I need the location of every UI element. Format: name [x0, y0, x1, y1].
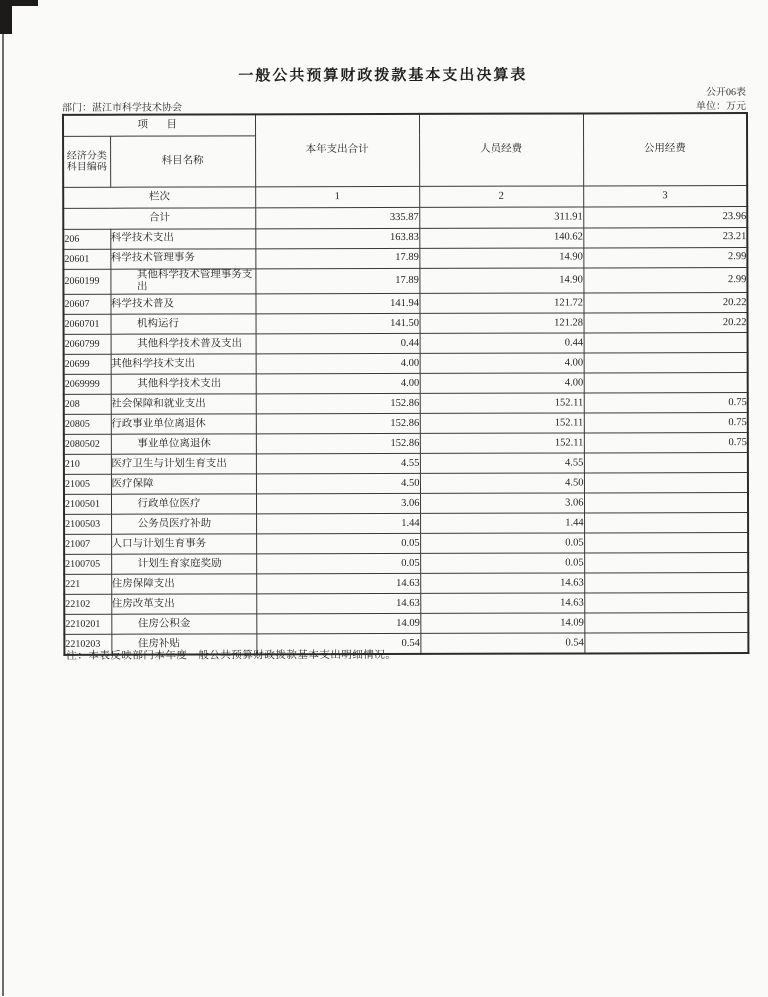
- amount-personnel-cell: 14.90: [419, 268, 583, 294]
- table-row: [64, 353, 748, 375]
- total-row-label: 合计: [63, 208, 255, 230]
- department-label: 部门：湛江市科学技术协会: [61, 102, 182, 114]
- table-row: [64, 573, 748, 595]
- amount-personnel-cell: 121.28: [420, 313, 584, 333]
- amount-public-cell: 0.75: [584, 433, 748, 453]
- amount-public-cell: 20.22: [583, 293, 747, 313]
- name-cell: 其他科学技术支出: [111, 354, 256, 374]
- amount-public-cell: [584, 533, 748, 553]
- code-cell: 2100705: [64, 554, 111, 574]
- amount-personnel-cell: 0.05: [420, 553, 584, 573]
- column-index-row: [63, 186, 747, 209]
- code-cell: 208: [64, 394, 111, 414]
- name-cell: 机构运行: [111, 314, 256, 334]
- table-body: [63, 228, 748, 655]
- name-cell: 事业单位离退休: [111, 434, 256, 454]
- table-row: [64, 373, 748, 395]
- amount-total-cell: 4.50: [256, 474, 420, 494]
- code-cell: 20805: [64, 414, 111, 434]
- amount-personnel-cell: 152.11: [420, 393, 584, 413]
- amount-total-cell: 4.00: [256, 354, 420, 374]
- name-cell: 计划生育家庭奖励: [111, 554, 256, 574]
- amount-total-cell: 1.44: [256, 514, 420, 534]
- table-row: [64, 333, 748, 355]
- code-cell: 2080502: [64, 434, 111, 454]
- header-item-group: 项 目: [63, 114, 255, 136]
- name-cell: 住房改革支出: [111, 594, 256, 614]
- form-code-label: 公开06表: [705, 87, 746, 99]
- amount-personnel-cell: 4.55: [420, 453, 584, 473]
- amount-personnel-cell: 14.63: [420, 593, 584, 613]
- code-cell: 206: [63, 229, 110, 249]
- code-cell: 2069999: [64, 374, 111, 394]
- name-cell: 住房保障支出: [111, 574, 256, 594]
- footnote: 注：本表反映部门本年度一般公共预算财政拨款基本支出明细情况。: [66, 649, 397, 662]
- amount-total-cell: 0.54: [256, 634, 420, 655]
- amount-total-cell: 14.63: [256, 574, 420, 594]
- amount-personnel-cell: 4.50: [420, 473, 584, 493]
- amount-personnel-cell: 4.00: [420, 353, 584, 373]
- code-cell: 21007: [64, 534, 111, 554]
- amount-total-cell: 3.06: [256, 494, 420, 514]
- name-cell: 其他科学技术普及支出: [111, 334, 256, 354]
- amount-public-cell: 20.22: [584, 313, 748, 333]
- amount-public-cell: [584, 573, 748, 593]
- name-cell: 医疗保障: [111, 474, 256, 494]
- code-cell: 2210203: [64, 634, 111, 655]
- total-public-cell: 23.96: [583, 207, 747, 228]
- unit-label: 单位：万元: [695, 101, 746, 113]
- name-cell: 行政单位医疗: [111, 494, 256, 514]
- table-row: [64, 593, 748, 615]
- name-cell: 行政事业单位离退休: [111, 414, 256, 434]
- amount-personnel-cell: 1.44: [420, 513, 584, 533]
- code-cell: 2100503: [64, 514, 111, 534]
- amount-personnel-cell: 0.54: [420, 633, 584, 654]
- amount-total-cell: 152.86: [256, 394, 420, 414]
- table-header-body: [63, 113, 747, 229]
- header-col-total: 本年支出合计: [255, 114, 419, 187]
- name-cell: 其他科学技术管理事务支出: [110, 269, 255, 295]
- amount-public-cell: [584, 493, 748, 513]
- code-cell: 2100501: [64, 494, 111, 514]
- amount-total-cell: 163.83: [255, 228, 419, 248]
- table-row: [64, 313, 748, 335]
- code-cell: 20601: [63, 249, 110, 269]
- amount-total-cell: 152.86: [256, 434, 420, 454]
- expenditure-table: [62, 112, 749, 656]
- code-cell: 21005: [64, 474, 111, 494]
- name-cell: 社会保障和就业支出: [111, 394, 256, 414]
- name-cell: 科学技术普及: [110, 294, 255, 314]
- column-index-2: 2: [419, 186, 583, 207]
- amount-public-cell: [584, 333, 748, 353]
- amount-personnel-cell: 14.63: [420, 573, 584, 593]
- amount-public-cell: [584, 373, 748, 393]
- amount-personnel-cell: 152.11: [420, 413, 584, 433]
- code-cell: 2060199: [63, 269, 110, 294]
- table-row: [64, 553, 748, 575]
- amount-total-cell: 4.55: [256, 454, 420, 474]
- amount-personnel-cell: 14.09: [420, 613, 584, 633]
- name-cell: 住房补贴: [111, 634, 256, 655]
- code-cell: 20699: [64, 354, 111, 374]
- amount-personnel-cell: 4.00: [420, 373, 584, 393]
- amount-personnel-cell: 0.05: [420, 533, 584, 553]
- amount-total-cell: 14.63: [256, 594, 420, 614]
- amount-public-cell: [584, 593, 748, 613]
- column-index-1: 1: [255, 186, 419, 207]
- amount-total-cell: 152.86: [256, 414, 420, 434]
- amount-personnel-cell: 152.11: [420, 433, 584, 453]
- table-row: [64, 533, 748, 555]
- table-row: [64, 433, 748, 455]
- table-row: [64, 393, 748, 415]
- amount-total-cell: 17.89: [255, 268, 419, 294]
- name-cell: 科学技术支出: [110, 229, 255, 249]
- amount-public-cell: [584, 353, 748, 373]
- header-col-public: 公用经费: [583, 113, 747, 186]
- amount-public-cell: [584, 553, 748, 573]
- column-index-label: 栏次: [63, 187, 255, 209]
- table-row: [64, 473, 748, 495]
- amount-public-cell: 23.21: [583, 228, 747, 248]
- table-row: [64, 513, 748, 535]
- amount-total-cell: 4.00: [256, 374, 420, 394]
- code-cell: 2060701: [64, 314, 111, 334]
- code-cell: 210: [64, 454, 111, 474]
- table-row: [63, 248, 747, 270]
- header-col-name: 科目名称: [110, 136, 255, 187]
- total-personnel-cell: 311.91: [419, 207, 583, 228]
- amount-personnel-cell: 0.44: [420, 333, 584, 353]
- code-cell: 2060799: [64, 334, 111, 354]
- table-row: [63, 293, 747, 315]
- amount-public-cell: [584, 633, 748, 654]
- table-row: [64, 413, 748, 435]
- table-row: [64, 493, 748, 515]
- column-index-3: 3: [583, 186, 747, 207]
- header-row-item: [63, 113, 747, 136]
- code-cell: 221: [64, 574, 111, 594]
- name-cell: 人口与计划生育事务: [111, 534, 256, 554]
- amount-public-cell: 0.75: [584, 393, 748, 413]
- amount-public-cell: 2.99: [583, 248, 747, 268]
- amount-total-cell: 0.44: [256, 334, 420, 354]
- table-row: [64, 453, 748, 475]
- table-row: [63, 228, 747, 250]
- total-amount-cell: 335.87: [255, 207, 419, 228]
- name-cell: 科学技术管理事务: [110, 249, 255, 269]
- amount-personnel-cell: 121.72: [419, 293, 583, 313]
- amount-total-cell: 14.09: [256, 614, 420, 634]
- name-cell: 其他科学技术支出: [111, 374, 256, 394]
- amount-public-cell: 2.99: [583, 268, 747, 294]
- amount-total-cell: 141.94: [255, 294, 419, 314]
- code-cell: 20607: [63, 294, 110, 314]
- amount-total-cell: 141.50: [256, 314, 420, 334]
- amount-total-cell: 0.05: [256, 534, 420, 554]
- amount-total-cell: 0.05: [256, 554, 420, 574]
- name-cell: 医疗卫生与计划生育支出: [111, 454, 256, 474]
- amount-personnel-cell: 3.06: [420, 493, 584, 513]
- page-title: 一般公共预算财政拨款基本支出决算表: [238, 67, 528, 85]
- amount-total-cell: 17.89: [255, 248, 419, 268]
- amount-personnel-cell: 14.90: [419, 248, 583, 268]
- amount-public-cell: [584, 613, 748, 633]
- code-cell: 22102: [64, 594, 111, 614]
- amount-public-cell: [584, 453, 748, 473]
- name-cell: 公务员医疗补助: [111, 514, 256, 534]
- name-cell: 住房公积金: [111, 614, 256, 634]
- total-row: [63, 207, 747, 230]
- amount-personnel-cell: 140.62: [419, 228, 583, 248]
- code-cell: 2210201: [64, 614, 111, 634]
- amount-public-cell: 0.75: [584, 413, 748, 433]
- table-row: [63, 268, 747, 295]
- header-col-code: 经济分类 科目编码: [63, 136, 110, 187]
- table-row: [64, 613, 748, 635]
- amount-public-cell: [584, 473, 748, 493]
- amount-public-cell: [584, 513, 748, 533]
- header-col-personnel: 人员经费: [419, 113, 583, 186]
